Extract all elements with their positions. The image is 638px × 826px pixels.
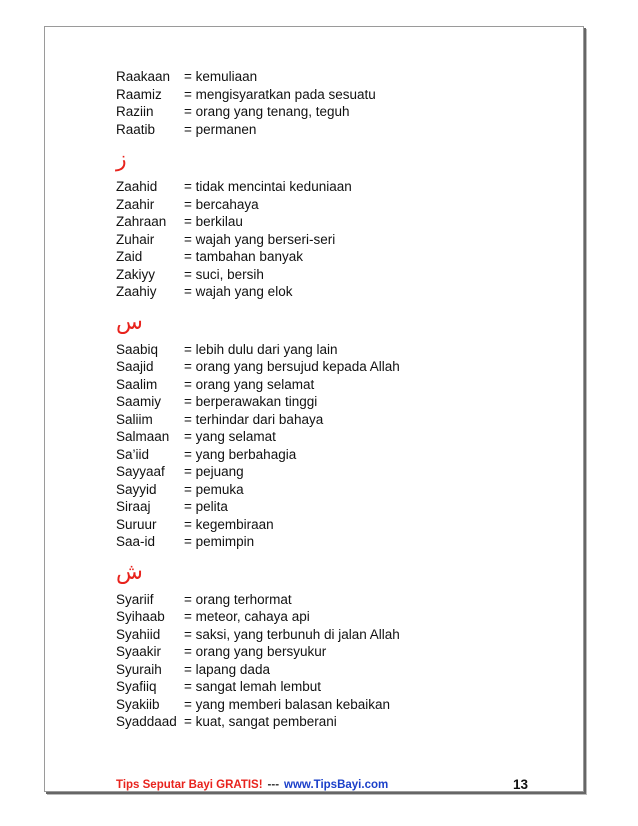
name-meaning: = suci, bersih bbox=[184, 266, 264, 282]
list-item bbox=[116, 121, 536, 139]
name-term: Syakiib bbox=[116, 696, 160, 712]
name-meaning: = lebih dulu dari yang lain bbox=[184, 341, 338, 357]
list-item bbox=[116, 463, 536, 481]
footer-left-text: Tips Seputar Bayi GRATIS! bbox=[116, 779, 263, 791]
name-meaning: = orang yang bersujud kepada Allah bbox=[184, 359, 400, 374]
name-meaning: = pemuka bbox=[184, 481, 244, 497]
name-meaning: = terhindar dari bahaya bbox=[184, 411, 324, 427]
name-term: Saabiq bbox=[116, 341, 159, 357]
name-meaning: = yang selamat bbox=[184, 429, 276, 444]
name-term: Syihaab bbox=[116, 609, 165, 624]
name-term: Sa’iid bbox=[116, 446, 150, 462]
list-item bbox=[116, 481, 536, 499]
name-meaning: = tidak mencintai keduniaan bbox=[184, 179, 352, 194]
list-item bbox=[116, 376, 536, 394]
name-term: Zuhair bbox=[116, 231, 155, 247]
list-item bbox=[116, 591, 536, 609]
list-item bbox=[116, 516, 536, 534]
list-item bbox=[116, 678, 536, 696]
name-term: Zaahiy bbox=[116, 284, 157, 299]
name-term: Saalim bbox=[116, 376, 158, 392]
list-item bbox=[116, 498, 536, 516]
name-term: Raatib bbox=[116, 121, 156, 137]
name-meaning: = wajah yang berseri-seri bbox=[184, 231, 336, 247]
name-term: Siraaj bbox=[116, 499, 151, 514]
name-meaning: = meteor, cahaya api bbox=[184, 609, 310, 624]
name-meaning: = pemimpin bbox=[184, 534, 255, 549]
name-meaning: = kegembiraan bbox=[184, 516, 274, 532]
name-meaning: = lapang dada bbox=[184, 661, 270, 677]
list-item bbox=[116, 283, 536, 301]
footer-text bbox=[116, 779, 388, 791]
list-item bbox=[116, 178, 536, 196]
name-term: Saamiy bbox=[116, 394, 162, 409]
name-meaning: = orang yang bersyukur bbox=[184, 644, 327, 659]
name-term: Salmaan bbox=[116, 429, 170, 444]
name-term: Syariif bbox=[116, 591, 154, 607]
name-term: Raamiz bbox=[116, 86, 162, 102]
name-term: Saa-id bbox=[116, 534, 156, 549]
list-item bbox=[116, 266, 536, 284]
name-meaning: = permanen bbox=[184, 121, 257, 137]
name-meaning: = pejuang bbox=[184, 464, 244, 479]
name-meaning: = pelita bbox=[184, 499, 228, 514]
name-term: Raakaan bbox=[116, 69, 171, 84]
name-meaning: = yang memberi balasan kebaikan bbox=[184, 696, 391, 712]
name-meaning: = berperawakan tinggi bbox=[184, 394, 318, 409]
name-term: Sayyaaf bbox=[116, 464, 165, 479]
footer-url-link[interactable]: www.TipsBayi.com bbox=[284, 779, 389, 791]
name-term: Syaakir bbox=[116, 644, 162, 659]
list-item bbox=[116, 358, 536, 376]
list-item bbox=[116, 86, 536, 104]
name-term: Syuraih bbox=[116, 661, 162, 677]
name-term: Syaddaad bbox=[116, 714, 177, 729]
list-item bbox=[116, 626, 536, 644]
list-item bbox=[116, 341, 536, 359]
name-meaning: = orang terhormat bbox=[184, 591, 292, 607]
name-meaning: = orang yang tenang, teguh bbox=[184, 104, 350, 119]
name-term: Zaahir bbox=[116, 196, 155, 212]
list-item bbox=[116, 411, 536, 429]
list-item bbox=[116, 428, 536, 446]
page-footer bbox=[116, 776, 528, 794]
name-term: Zakiyy bbox=[116, 266, 156, 282]
name-term: Saliim bbox=[116, 411, 153, 427]
list-item bbox=[116, 213, 536, 231]
name-meaning: = tambahan banyak bbox=[184, 249, 303, 264]
page-number: 13 bbox=[512, 777, 528, 792]
section-letter: س bbox=[116, 309, 143, 335]
list-item bbox=[116, 713, 536, 731]
name-term: Zaahid bbox=[116, 179, 158, 194]
name-list bbox=[116, 68, 536, 731]
name-meaning: = sangat lemah lembut bbox=[184, 679, 321, 694]
name-term: Zahraan bbox=[116, 214, 167, 229]
name-term: Zaid bbox=[116, 249, 143, 264]
name-term: Sayyid bbox=[116, 481, 157, 497]
list-item bbox=[116, 533, 536, 551]
list-item bbox=[116, 196, 536, 214]
list-item bbox=[116, 696, 536, 714]
list-item bbox=[116, 661, 536, 679]
name-meaning: = yang berbahagia bbox=[184, 446, 297, 462]
name-meaning: = kemuliaan bbox=[184, 69, 258, 84]
name-term: Syafiiq bbox=[116, 679, 157, 694]
name-meaning: = bercahaya bbox=[184, 196, 259, 212]
name-meaning: = kuat, sangat pemberani bbox=[184, 714, 337, 729]
name-meaning: = mengisyaratkan pada sesuatu bbox=[184, 86, 376, 102]
section-letter: ز bbox=[116, 147, 127, 172]
name-term: Raziin bbox=[116, 104, 154, 119]
name-meaning: = berkilau bbox=[184, 214, 243, 229]
section-letter: ش bbox=[116, 559, 143, 585]
name-term: Suruur bbox=[116, 516, 157, 532]
list-item bbox=[116, 68, 536, 86]
list-item bbox=[116, 643, 536, 661]
name-meaning: = wajah yang elok bbox=[184, 284, 293, 299]
list-item bbox=[116, 393, 536, 411]
footer-separator: --- bbox=[267, 779, 280, 791]
name-term: Saajid bbox=[116, 359, 154, 374]
name-meaning: = saksi, yang terbunuh di jalan Allah bbox=[184, 626, 400, 642]
name-meaning: = orang yang selamat bbox=[184, 376, 315, 392]
list-item bbox=[116, 608, 536, 626]
list-item bbox=[116, 446, 536, 464]
list-item bbox=[116, 231, 536, 249]
list-item bbox=[116, 248, 536, 266]
list-item bbox=[116, 103, 536, 121]
name-term: Syahiid bbox=[116, 626, 161, 642]
